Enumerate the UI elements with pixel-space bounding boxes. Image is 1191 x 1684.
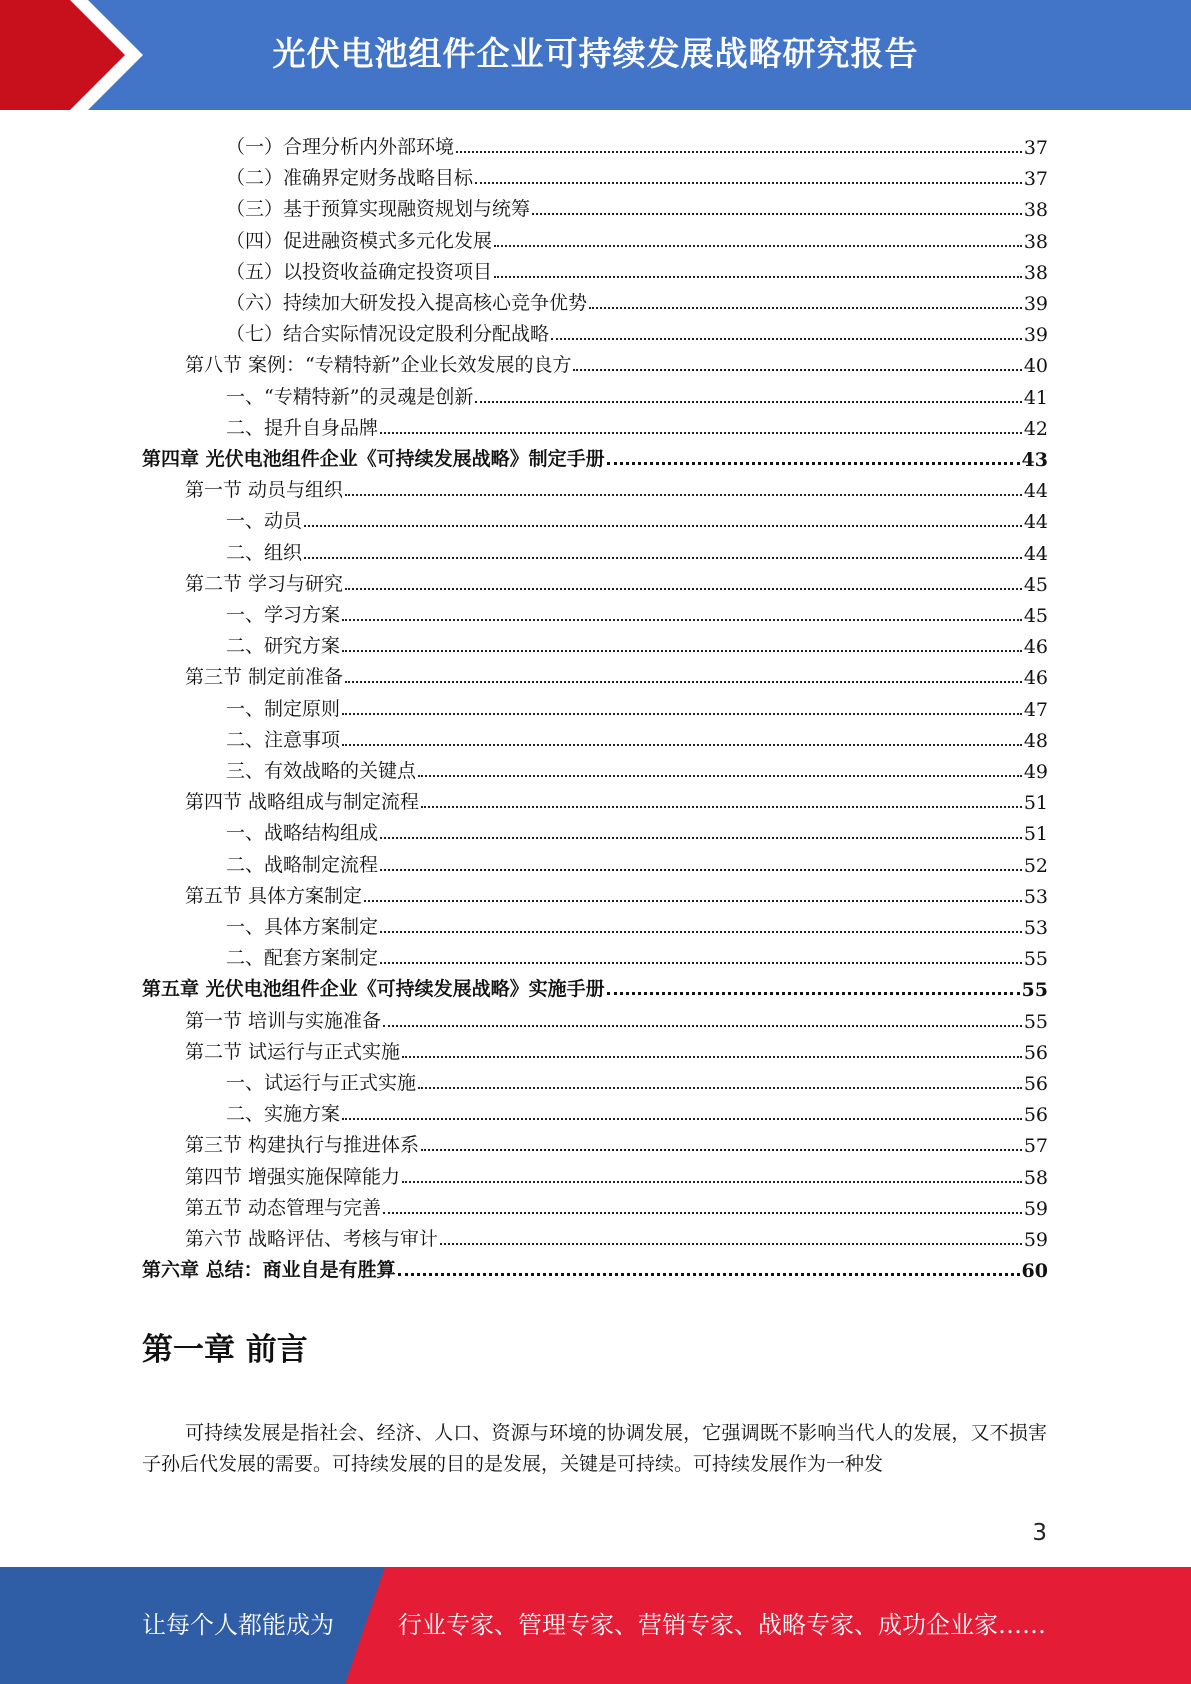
toc-entry-label: 二、研究方案: [226, 635, 341, 658]
toc-leader-dots: [440, 1243, 1022, 1245]
toc-leader-dots: [475, 401, 1021, 403]
toc-leader-dots: [380, 931, 1022, 933]
toc-entry-label: 第六章 总结：商业自是有胜算: [142, 1259, 396, 1282]
toc-entry-page: 37: [1023, 137, 1048, 159]
footer-slogan-right: 行业专家、管理专家、营销专家、战略专家、成功企业家……: [398, 1611, 1046, 1639]
toc-leader-dots: [607, 462, 1020, 465]
toc-entry-page: 44: [1023, 542, 1048, 565]
toc-leader-dots: [456, 151, 1022, 153]
toc-subsection-entry[interactable]: [226, 596, 1048, 627]
toc-leader-dots: [342, 1118, 1022, 1120]
toc-entry-label: 二、组织: [226, 541, 303, 564]
toc-leader-dots: [345, 494, 1022, 496]
toc-entry-page: 56: [1023, 1104, 1048, 1127]
toc-entry-label: 二、配套方案制定: [226, 947, 379, 970]
toc-subsection-entry[interactable]: [226, 253, 1048, 284]
toc-entry-label: 一、战略结构组成: [226, 822, 379, 845]
toc-section-entry[interactable]: [185, 1126, 1048, 1157]
toc-leader-dots: [589, 307, 1022, 309]
toc-entry-page: 53: [1023, 885, 1048, 908]
toc-entry-page: 55: [1021, 979, 1048, 1002]
toc-leader-dots: [573, 369, 1021, 371]
toc-entry-label: 第三节 构建执行与推进体系: [185, 1134, 420, 1157]
toc-entry-label: 第五节 动态管理与完善: [185, 1196, 382, 1219]
toc-entry-page: 44: [1023, 480, 1048, 503]
toc-subsection-entry[interactable]: [226, 378, 1048, 409]
toc-leader-dots: [421, 806, 1022, 808]
toc-entry-label: 一、制定原则: [226, 697, 341, 720]
toc-entry-label: 第二节 学习与研究: [185, 572, 344, 595]
toc-entry-page: 56: [1023, 1073, 1048, 1095]
toc-entry-page: 41: [1023, 386, 1048, 409]
toc-subsection-entry[interactable]: [226, 409, 1048, 440]
toc-entry-page: 40: [1023, 355, 1048, 378]
toc-leader-dots: [402, 1056, 1022, 1058]
toc-entry-label: 一、动员: [226, 510, 303, 533]
body-paragraph: 可持续发展是指社会、经济、人口、资源与环境的协调发展，它强调既不影响当代人的发展，又不损害子孙后代发展的需要。可持续发展的目的是发展，关键是可持续。可持续发展作为一种发: [142, 1422, 1047, 1475]
toc-section-entry[interactable]: [185, 783, 1048, 814]
toc-entry-page: 60: [1021, 1260, 1048, 1283]
toc-entry-label: 二、战略制定流程: [226, 853, 379, 876]
toc-entry-page: 45: [1023, 573, 1048, 596]
toc-entry-label: 第一节 动员与组织: [185, 479, 344, 502]
toc-leader-dots: [402, 1181, 1022, 1183]
toc-section-entry[interactable]: [185, 658, 1048, 689]
toc-leader-dots: [364, 900, 1022, 902]
toc-entry-page: 44: [1023, 511, 1048, 534]
toc-entry-label: 第六节 战略评估、考核与审计: [185, 1228, 439, 1250]
toc-entry-page: 52: [1023, 854, 1048, 877]
toc-entry-page: 47: [1023, 698, 1048, 721]
toc-entry-page: 38: [1023, 261, 1048, 284]
toc-leader-dots: [342, 619, 1022, 621]
page-number: 3: [1032, 1520, 1047, 1546]
toc-subsection-entry[interactable]: [226, 627, 1048, 658]
toc-entry-page: 49: [1023, 761, 1048, 783]
toc-entry-label: 第三节 制定前准备: [185, 666, 344, 689]
toc-chapter-entry[interactable]: [142, 1251, 1048, 1282]
toc-entry-label: 二、提升自身品牌: [226, 416, 379, 439]
toc-entry-page: 53: [1023, 917, 1048, 939]
toc-entry-page: 39: [1023, 293, 1048, 315]
toc-entry-label: 第四节 战略组成与制定流程: [185, 791, 420, 814]
toc-entry-page: 51: [1023, 792, 1048, 815]
toc-entry-label: 一、具体方案制定: [226, 916, 379, 938]
toc-entry-label: 一、试运行与正式实施: [226, 1072, 417, 1094]
toc-leader-dots: [475, 182, 1022, 184]
toc-subsection-entry[interactable]: [226, 1095, 1048, 1126]
toc-section-entry[interactable]: [185, 877, 1048, 908]
toc-entry-page: 45: [1023, 605, 1048, 627]
toc-entry-page: 46: [1023, 667, 1048, 690]
toc-subsection-entry[interactable]: [226, 190, 1048, 221]
toc-entry-label: 第五节 具体方案制定: [185, 884, 363, 907]
toc-leader-dots: [494, 245, 1022, 247]
toc-entry-label: 第四章 光伏电池组件企业《可持续发展战略》制定手册: [142, 448, 605, 470]
toc-entry-label: 一、学习方案: [226, 604, 341, 626]
toc-leader-dots: [494, 276, 1022, 278]
toc-leader-dots: [607, 992, 1020, 995]
toc-entry-page: 38: [1023, 199, 1048, 222]
toc-entry-page: 37: [1023, 168, 1048, 191]
toc-section-entry[interactable]: [185, 1033, 1048, 1064]
toc-entry-page: 48: [1023, 729, 1048, 752]
toc-entry-label: （五）以投资收益确定投资项目: [226, 260, 493, 283]
toc-entry-page: 42: [1023, 417, 1048, 440]
toc-entry-label: （七）结合实际情况设定股利分配战略: [226, 323, 550, 346]
toc-leader-dots: [304, 557, 1022, 559]
toc-subsection-entry[interactable]: [226, 908, 1048, 939]
toc-entry-page: 57: [1023, 1135, 1048, 1158]
toc-entry-page: 38: [1023, 230, 1048, 253]
toc-subsection-entry[interactable]: [226, 222, 1048, 253]
toc-entry-page: 39: [1023, 324, 1048, 347]
toc-entry-page: 46: [1023, 636, 1048, 659]
toc-subsection-entry[interactable]: [226, 502, 1048, 533]
toc-leader-dots: [418, 1087, 1022, 1089]
toc-leader-dots: [380, 432, 1022, 434]
toc-leader-dots: [380, 962, 1022, 964]
toc-entry-label: 第二节 试运行与正式实施: [185, 1040, 401, 1063]
toc-entry-page: 55: [1023, 948, 1048, 971]
toc-subsection-entry[interactable]: [226, 159, 1048, 190]
toc-entry-page: 59: [1023, 1229, 1048, 1251]
toc-leader-dots: [551, 338, 1022, 340]
toc-entry-label: 第五章 光伏电池组件企业《可持续发展战略》实施手册: [142, 978, 605, 1001]
toc-leader-dots: [383, 1212, 1022, 1214]
toc-entry-page: 51: [1023, 823, 1048, 846]
toc-entry-label: 一、“专精特新”的灵魂是创新: [226, 385, 474, 408]
toc-entry-label: （六）持续加大研发投入提高核心竞争优势: [226, 292, 588, 314]
toc-leader-dots: [380, 869, 1022, 871]
toc-subsection-entry[interactable]: [226, 752, 1048, 783]
toc-leader-dots: [398, 1273, 1020, 1276]
toc-subsection-entry[interactable]: [226, 315, 1048, 346]
toc-leader-dots: [421, 1149, 1022, 1151]
toc-entry-page: 43: [1021, 449, 1048, 471]
toc-subsection-entry[interactable]: [226, 846, 1048, 877]
toc-section-entry[interactable]: [185, 565, 1048, 596]
toc-subsection-entry[interactable]: [226, 534, 1048, 565]
toc-subsection-entry[interactable]: [226, 939, 1048, 970]
toc-leader-dots: [345, 588, 1022, 590]
toc-entry-label: （一）合理分析内外部环境: [226, 136, 455, 158]
toc-leader-dots: [380, 837, 1022, 839]
toc-leader-dots: [383, 1025, 1022, 1027]
toc-entry-label: 第八节 案例：“专精特新”企业长效发展的良方: [185, 354, 572, 377]
toc-leader-dots: [342, 744, 1022, 746]
toc-subsection-entry[interactable]: [226, 284, 1048, 315]
toc-entry-label: （二）准确界定财务战略目标: [226, 167, 474, 190]
toc-subsection-entry[interactable]: [226, 1064, 1048, 1095]
toc-entry-label: 三、有效战略的关键点: [226, 760, 417, 782]
toc-section-entry[interactable]: [185, 1189, 1048, 1220]
toc-subsection-entry[interactable]: [226, 690, 1048, 721]
toc-leader-dots: [532, 213, 1022, 215]
toc-entry-page: 56: [1023, 1041, 1048, 1064]
toc-section-entry[interactable]: [185, 1220, 1048, 1251]
page-footer: [0, 1567, 1191, 1684]
toc-subsection-entry[interactable]: [226, 128, 1048, 159]
toc-entry-label: 二、实施方案: [226, 1103, 341, 1126]
toc-leader-dots: [342, 713, 1022, 715]
toc-entry-page: 55: [1023, 1010, 1048, 1033]
toc-chapter-entry[interactable]: [142, 970, 1048, 1001]
toc-section-entry[interactable]: [185, 1002, 1048, 1033]
toc-entry-label: 第一节 培训与实施准备: [185, 1009, 382, 1032]
toc-section-entry[interactable]: [185, 471, 1048, 502]
toc-entry-label: 第四节 增强实施保障能力: [185, 1165, 401, 1188]
toc-leader-dots: [418, 775, 1022, 777]
toc-entry-label: 二、注意事项: [226, 728, 341, 751]
toc-entry-page: 58: [1023, 1166, 1048, 1189]
toc-leader-dots: [345, 681, 1022, 683]
page-header: [0, 0, 1191, 110]
toc-leader-dots: [304, 525, 1022, 527]
toc-subsection-entry[interactable]: [226, 721, 1048, 752]
toc-section-entry[interactable]: [185, 1158, 1048, 1189]
toc-subsection-entry[interactable]: [226, 814, 1048, 845]
header-title: 光伏电池组件企业可持续发展战略研究报告: [272, 34, 919, 73]
toc-section-entry[interactable]: [185, 346, 1048, 377]
toc-entry-label: （四）促进融资模式多元化发展: [226, 229, 493, 252]
toc-leader-dots: [342, 650, 1022, 652]
header-chevron-icon: [0, 0, 160, 110]
toc-entry-page: 59: [1023, 1197, 1048, 1220]
chapter-title: 第一章 前言: [142, 1332, 308, 1368]
toc-entry-label: （三）基于预算实现融资规划与统筹: [226, 198, 531, 221]
toc-chapter-entry[interactable]: [142, 440, 1048, 471]
footer-slogan-left: 让每个人都能成为: [142, 1611, 334, 1639]
